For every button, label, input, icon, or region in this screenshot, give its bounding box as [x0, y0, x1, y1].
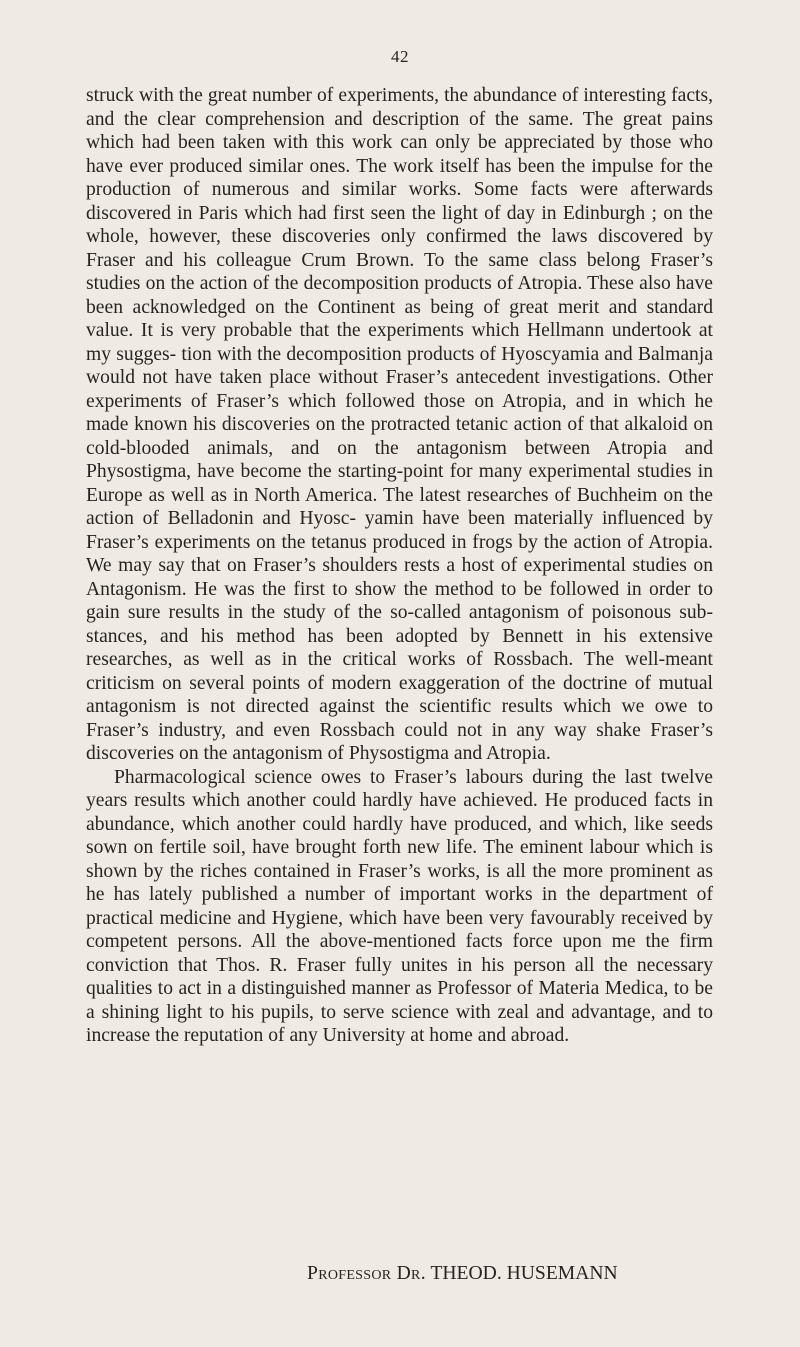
body-text: [86, 84, 713, 1048]
page-number: 42: [391, 47, 409, 66]
signature: [0, 1262, 800, 1286]
paragraph-1: struck with the great number of experiments, the abundance of interesting facts, and the clear comprehension and description of the same. The great pains which had been taken with this work can only be appreciated by those who have ever produced similar ones. The work itself has been the impulse for the production of numerous and similar works. Some facts were afterwards discovered in Paris which had first seen the light of day in Edinburgh ; on the whole, however, these discoveries only confirmed the laws discovered by Fraser and his colleague Crum Brown. To the same class belong Fraser’s studies on the action of the decomposition products of Atropia. These also have been acknowledged on the Continent as being of great merit and standard value. It is very probable that the experiments which Hellmann undertook at my sugges- tion with the decomposition products of Hyoscyamia and Balmanja would not have taken place without Fraser’s antecedent investigations. Other experiments of Fraser’s which followed those on Atropia, and in which he made known his discoveries on the protracted tetanic action of that alkaloid on cold-blooded animals, and on the antagonism between Atropia and Physostigma, have become the starting-point for many experimental studies in Europe as well as in North America. The latest researches of Buchheim on the action of Belladonin and Hyosc- yamin have been materially influenced by Fraser’s experiments on the tetanus produced in frogs by the action of Atropia. We may say that on Fraser’s shoulders rests a host of experimental studies on Antagonism. He was the first to show the method to be followed in order to gain sure results in the study of the so-called antagonism of poisonous sub- stances, and his method has been adopted by Bennett in his extensive researches, as well as in the critical works of Rossbach. The well-meant criticism on several points of modern exaggeration of the doctrine of mutual antagonism is not directed against the scientific results which we owe to Fraser’s industry, and even Rossbach could not in any way shake Fraser’s discoveries on the antagonism of Physostigma and Atropia.: [86, 85, 713, 764]
paragraph-2: Pharmacological science owes to Fraser’s labours during the last twelve years results which another could hardly have achieved. He produced facts in abundance, which another could hardly have produced, and which, like seeds sown on fertile soil, have brought forth new life. The eminent labour which is shown by the riches contained in Fraser’s works, is all the more prominent as he has lately published a number of important works in the department of practical medicine and Hygiene, which have been very favourably received by competent persons. All the above-mentioned facts force upon me the firm conviction that Thos. R. Fraser fully unites in his person all the necessary qualities to act in a distinguished manner as Professor of Materia Medica, to be a shining light to his pupils, to serve science with zeal and advantage, and to increase the reputation of any University at home and abroad.: [86, 766, 713, 1046]
signature-name: THEOD. HUSEMANN: [430, 1263, 618, 1284]
signature-title: Professor Dr.: [307, 1263, 426, 1284]
